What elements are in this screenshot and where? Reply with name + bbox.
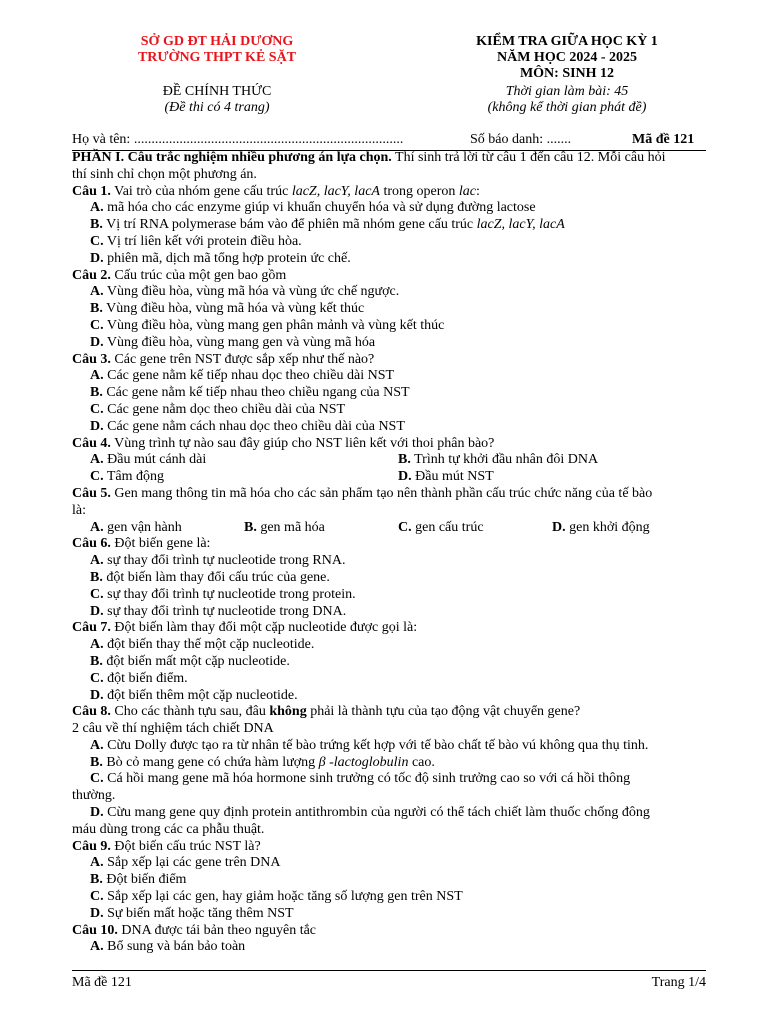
option-a xyxy=(90,452,398,469)
question-3 xyxy=(72,352,706,369)
option-text: sự thay đổi trình tự nucleotide trong protein. xyxy=(103,586,356,602)
option-key: A. xyxy=(90,368,104,384)
option-key: A. xyxy=(90,553,104,569)
option-a xyxy=(90,520,244,537)
question-text: Vai trò của nhóm gene cấu trúc xyxy=(110,183,292,199)
option-text-cont: máu dùng trong các ca phẫu thuật. xyxy=(72,821,265,837)
question-label: Câu 1. xyxy=(72,183,111,199)
option-text: sự thay đổi trình tự nucleotide trong RNA. xyxy=(103,553,346,569)
question-text: Vùng trình tự nào sau đây giúp cho NST liên kết với thoi phân bào? xyxy=(110,435,495,451)
option-text: phiên mã, dịch mã tổng hợp protein ức chế. xyxy=(103,250,351,266)
school-name: TRƯỜNG THPT KẺ SẶT xyxy=(137,50,297,65)
page-footer xyxy=(72,970,706,991)
question-label: Câu 6. xyxy=(72,536,111,552)
option-key: C. xyxy=(90,401,104,417)
question-1 xyxy=(72,184,706,201)
question-label: Câu 10. xyxy=(72,922,118,938)
option-key: B. xyxy=(398,452,411,468)
option-d xyxy=(72,335,706,352)
option-key: C. xyxy=(90,771,104,787)
header-left xyxy=(72,34,362,116)
option-key: B. xyxy=(90,569,103,585)
question-text: Các gene trên NST được sắp xếp như thế nào? xyxy=(110,351,375,367)
option-d xyxy=(72,805,706,822)
question-label: Câu 3. xyxy=(72,351,111,367)
option-text: Vùng điều hòa, vùng mã hóa và vùng kết thúc xyxy=(102,301,365,317)
option-italic: β -lactoglobulin xyxy=(318,754,409,770)
option-c xyxy=(72,402,706,419)
question-italic: lacZ, lacY, lacA xyxy=(291,183,380,199)
option-a xyxy=(72,284,706,301)
option-text: đột biến điểm. xyxy=(103,670,188,686)
option-key: B. xyxy=(90,872,103,888)
option-d xyxy=(552,520,706,537)
option-text: Đột biến điểm xyxy=(102,872,187,888)
option-b xyxy=(72,872,706,889)
option-text: Sắp xếp lại các gene trên DNA xyxy=(103,855,281,871)
option-key: D. xyxy=(90,687,104,703)
option-key: D. xyxy=(90,418,104,434)
question-label: Câu 5. xyxy=(72,485,111,501)
option-key: C. xyxy=(90,233,104,249)
option-c xyxy=(72,771,706,788)
option-key: B. xyxy=(90,754,103,770)
option-text: gen khởi động xyxy=(565,519,650,535)
part-title: PHẦN I. Câu trắc nghiệm nhiều phương án lựa chọn. xyxy=(72,150,392,165)
option-key: B. xyxy=(244,519,257,535)
candidate-name-field: Họ và tên: ............................................................................. xyxy=(72,132,404,147)
question-text: Đột biến cấu trúc NST là? xyxy=(110,838,261,854)
question-italic2: lac xyxy=(458,183,477,199)
option-text: gen vận hành xyxy=(103,519,182,535)
option-b xyxy=(72,301,706,318)
question-4 xyxy=(72,436,706,453)
option-key: A. xyxy=(90,452,104,468)
time-limit: Thời gian làm bài: 45 xyxy=(505,84,629,99)
option-key: A. xyxy=(90,200,104,216)
question-9 xyxy=(72,839,706,856)
header-right xyxy=(422,34,712,116)
option-d xyxy=(72,251,706,268)
option-key: C. xyxy=(398,519,412,535)
option-key: C. xyxy=(90,889,104,905)
option-d xyxy=(398,469,706,486)
question-label: Câu 4. xyxy=(72,435,111,451)
option-text: sự thay đổi trình tự nucleotide trong DNA. xyxy=(103,603,347,619)
option-d xyxy=(72,906,706,923)
option-key: B. xyxy=(90,385,103,401)
option-text: Sự biến mất hoặc tăng thêm NST xyxy=(103,905,294,921)
question-text2: trong operon xyxy=(379,183,459,199)
option-text: Các gene nằm kế tiếp nhau dọc theo chiều dài NST xyxy=(103,368,395,384)
option-key: A. xyxy=(90,855,104,871)
question-text: DNA được tái bản theo nguyên tắc xyxy=(117,922,317,938)
question-label: Câu 7. xyxy=(72,620,111,636)
option-b xyxy=(72,755,706,772)
question-6 xyxy=(72,536,706,553)
option-b xyxy=(72,654,706,671)
option-text: gen cấu trúc xyxy=(411,519,484,535)
question-bold: không xyxy=(269,704,307,720)
dept-name: SỞ GD ĐT HẢI DƯƠNG xyxy=(140,34,294,49)
official-label: ĐỀ CHÍNH THỨC xyxy=(162,84,272,99)
question-10 xyxy=(72,923,706,940)
option-row xyxy=(72,520,706,537)
option-b xyxy=(244,520,398,537)
option-c xyxy=(72,671,706,688)
option-text: Đầu mút cánh dài xyxy=(103,452,207,468)
option-text: Cừu Dolly được tạo ra từ nhân tế bào trứng kết hợp với tế bào chất tế bào vú không qua thụ tinh. xyxy=(103,737,649,753)
option-text2: cao. xyxy=(408,754,435,770)
subject: MÔN: SINH 12 xyxy=(519,66,615,81)
option-key: A. xyxy=(90,939,104,955)
question-text2: phải là thành tựu của tạo động vật chuyển gene? xyxy=(306,704,581,720)
question-5 xyxy=(72,486,706,503)
option-text: Bò cỏ mang gene có chứa hàm lượng xyxy=(102,754,319,770)
option-c xyxy=(72,318,706,335)
exam-header xyxy=(72,30,706,120)
question-label: Câu 9. xyxy=(72,838,111,854)
option-key: D. xyxy=(90,334,104,350)
option-key: D. xyxy=(90,603,104,619)
question-text: Gen mang thông tin mã hóa cho các sản phẩm tạo nên thành phần cấu trúc chức năng của tế bào xyxy=(110,485,653,501)
option-a xyxy=(72,200,706,217)
option-key: B. xyxy=(90,217,103,233)
question-list xyxy=(72,184,706,957)
option-c xyxy=(72,587,706,604)
option-key: B. xyxy=(90,653,103,669)
option-text: Vị trí liên kết với protein điều hòa. xyxy=(103,233,302,249)
option-text: gen mã hóa xyxy=(256,519,325,535)
option-row xyxy=(72,452,706,469)
option-key: D. xyxy=(552,519,566,535)
candidate-number-field: Số báo danh: ....... xyxy=(470,132,572,147)
exam-page xyxy=(72,30,706,955)
school-year: NĂM HỌC 2024 - 2025 xyxy=(497,50,637,65)
option-text: Các gene nằm kế tiếp nhau theo chiều ngang của NST xyxy=(102,385,410,401)
question-8 xyxy=(72,704,706,721)
option-key: D. xyxy=(90,905,104,921)
pages-note: (Đề thi có 4 trang) xyxy=(164,100,270,115)
option-key: D. xyxy=(90,250,104,266)
question-text: Cho các thành tựu sau, đâu xyxy=(110,704,270,720)
option-text: Vùng điều hòa, vùng mang gen phân mảnh và vùng kết thúc xyxy=(103,317,445,333)
option-row xyxy=(72,469,706,486)
question-text-cont: là: xyxy=(72,502,86,518)
option-c xyxy=(398,520,552,537)
option-key: C. xyxy=(90,469,104,485)
option-a xyxy=(72,939,706,956)
option-italic: lacZ, lacY, lacA xyxy=(476,217,565,233)
question-7 xyxy=(72,620,706,637)
option-key: D. xyxy=(90,805,104,821)
option-text: Bổ sung và bán bảo toàn xyxy=(103,939,246,955)
question-label: Câu 8. xyxy=(72,704,111,720)
time-note: (không kể thời gian phát đề) xyxy=(487,100,647,115)
option-d xyxy=(72,419,706,436)
option-text: Các gene nằm dọc theo chiều dài của NST xyxy=(103,401,346,417)
option-a xyxy=(72,855,706,872)
option-key: B. xyxy=(90,301,103,317)
option-key: A. xyxy=(90,284,104,300)
option-text: Các gene nằm cách nhau dọc theo chiều dài của NST xyxy=(103,418,405,434)
question-2 xyxy=(72,268,706,285)
question-text-cont: 2 câu về thí nghiệm tách chiết DNA xyxy=(72,721,274,737)
option-key: C. xyxy=(90,317,104,333)
option-key: C. xyxy=(90,586,104,602)
footer-page: Trang 1/4 xyxy=(651,975,706,990)
option-text: Vị trí RNA polymerase bám vào để phiên mã nhóm gene cấu trúc xyxy=(102,217,477,233)
option-key: A. xyxy=(90,637,104,653)
option-text: Cừu mang gene quy định protein antithrombin của người có thể tách chiết làm thuốc chống đông xyxy=(103,805,650,821)
option-text: mã hóa cho các enzyme giúp vi khuẩn chuyển hóa và sử dụng đường lactose xyxy=(103,200,536,216)
exam-title: KIỂM TRA GIỮA HỌC KỲ 1 xyxy=(476,34,658,49)
option-c xyxy=(72,234,706,251)
part-instruction-cont: thí sinh chỉ chọn một phương án. xyxy=(72,166,257,182)
question-text: Đột biến làm thay đổi một cặp nucleotide được gọi là: xyxy=(110,620,418,636)
candidate-row xyxy=(72,132,706,151)
option-text: đột biến thêm một cặp nucleotide. xyxy=(103,687,298,703)
option-c xyxy=(72,889,706,906)
option-text: Vùng điều hòa, vùng mang gen và vùng mã hóa xyxy=(103,334,376,350)
option-key: D. xyxy=(398,469,412,485)
option-b xyxy=(72,385,706,402)
option-b xyxy=(72,570,706,587)
question-text3: : xyxy=(476,183,480,199)
option-text: Cá hồi mang gene mã hóa hormone sinh trưởng có tốc độ sinh trưởng cao so với cá hồi thông xyxy=(103,771,631,787)
part-instruction: Thí sinh trả lời từ câu 1 đến câu 12. Mỗi câu hỏi xyxy=(391,150,666,165)
option-text: Trình tự khởi đầu nhân đôi DNA xyxy=(410,452,599,468)
option-key: A. xyxy=(90,519,104,535)
option-text: Tâm động xyxy=(103,469,165,485)
option-d xyxy=(72,604,706,621)
option-c xyxy=(90,469,398,486)
option-a xyxy=(72,553,706,570)
question-label: Câu 2. xyxy=(72,267,111,283)
option-text: đột biến mất một cặp nucleotide. xyxy=(102,653,290,669)
option-text: Đầu mút NST xyxy=(411,469,494,485)
option-key: A. xyxy=(90,737,104,753)
option-text-cont: thường. xyxy=(72,788,116,804)
option-a xyxy=(72,738,706,755)
option-b xyxy=(72,217,706,234)
option-d xyxy=(72,688,706,705)
question-text: Đột biến gene là: xyxy=(110,536,211,552)
option-text: đột biến thay thế một cặp nucleotide. xyxy=(103,637,315,653)
option-key: C. xyxy=(90,670,104,686)
exam-code: Mã đề 121 xyxy=(632,132,695,147)
question-text: Cấu trúc của một gen bao gồm xyxy=(110,267,287,283)
footer-code: Mã đề 121 xyxy=(72,975,132,990)
option-b xyxy=(398,452,706,469)
option-text: Vùng điều hòa, vùng mã hóa và vùng ức chế ngược. xyxy=(103,284,400,300)
option-text: Sắp xếp lại các gen, hay giảm hoặc tăng số lượng gen trên NST xyxy=(103,889,463,905)
questions-body xyxy=(72,150,706,956)
option-a xyxy=(72,637,706,654)
option-text: đột biến làm thay đổi cấu trúc của gene. xyxy=(102,569,330,585)
option-a xyxy=(72,368,706,385)
